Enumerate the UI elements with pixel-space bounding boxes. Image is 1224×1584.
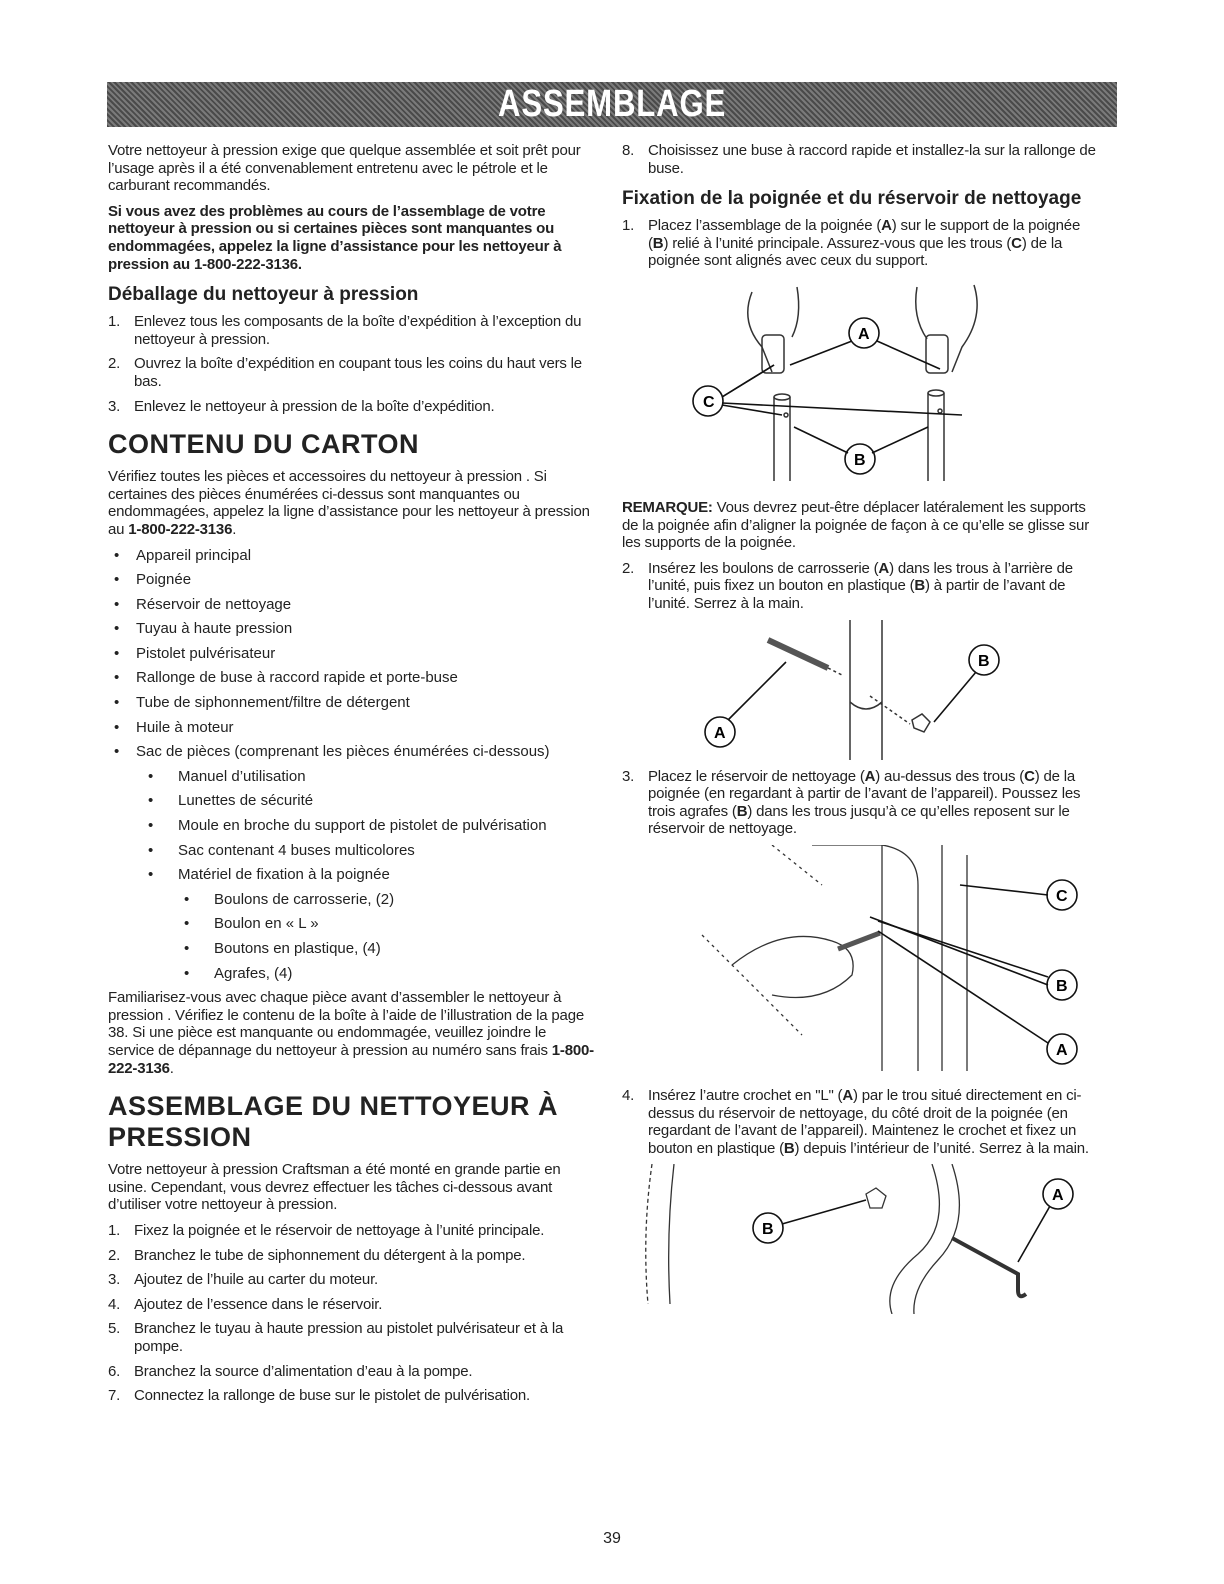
callout-a: A <box>858 325 870 343</box>
list-item: • Rallonge de buse à raccord rapide et porte-buse <box>108 669 594 687</box>
callout-b: B <box>762 1221 774 1239</box>
l-hook-illustration <box>622 1164 1098 1314</box>
tank-clips-illustration <box>622 845 1098 1079</box>
list-item: • Boulon en « L » <box>108 915 594 933</box>
assembly-step: 1. Fixez la poignée et le réservoir de nettoyage à l’unité principale. <box>108 1221 545 1239</box>
list-item: • Pistolet pulvérisateur <box>108 645 594 663</box>
contents-intro: Vérifiez toutes les pièces et accessoires du nettoyeur à pression . Si certaines des pièces énumérées ci-dessus sont manquantes ou endommagées, appelez la ligne d’assistance pour les nettoyeur à pression au 1-800-222-3136. <box>108 468 590 538</box>
banner-title: ASSEMBLAGE <box>497 83 727 125</box>
unpack-step: 3. Enlevez le nettoyeur à pression de la boîte d’expédition. <box>108 397 495 415</box>
list-item: • Moule en broche du support de pistolet de pulvérisation <box>108 817 594 835</box>
assembly-intro: Votre nettoyeur à pression Craftsman a été monté en grande partie en usine. Cependant, vous devrez effectuer les tâches ci-dessous avant d’utiliser votre nettoyeur à pression. <box>108 1161 561 1214</box>
contents-heading: CONTENU DU CARTON <box>108 429 419 460</box>
intro-paragraph: Votre nettoyeur à pression exige que quelque assemblée et soit prêt pour l’usage après il a été convenablement entretenu avec le pétrole et le carburant recommandés. <box>108 142 581 195</box>
handle-mount-illustration <box>622 277 1098 491</box>
unpack-step: 2. Ouvrez la boîte d’expédition en coupant tous les coins du haut vers le bas. <box>108 355 582 390</box>
callout-b: B <box>1056 977 1068 995</box>
page-number: 39 <box>603 1530 621 1547</box>
list-item: • Lunettes de sécurité <box>108 792 594 810</box>
step-2: 2. Insérez les boulons de carrosserie (A) dans les trous à l’arrière de l’unité, puis fixez un bouton en plastique (B) à partir de l’avant de l’unité. Serrez à la main. <box>622 559 1073 612</box>
callout-b: B <box>978 652 990 670</box>
callout-a: A <box>1052 1187 1064 1205</box>
bag-list <box>108 768 594 884</box>
handle-step-2 <box>622 560 1098 613</box>
step-3: 3. Placez le réservoir de nettoyage (A) au-dessus des trous (C) de la poignée (en regardant à partir de l’avant de l’appareil). Poussez les trois agrafes (B) dans les trous jusqu’à ce qu’elles reposent sur le réservoir de nettoyage. <box>622 767 1081 838</box>
carriage-bolt-illustration <box>622 620 1098 760</box>
list-item: • Boulons de carrosserie, (2) <box>108 891 594 909</box>
handle-heading: Fixation de la poignée et du réservoir de nettoyage <box>622 188 1082 210</box>
list-item: • Appareil principal <box>108 547 594 565</box>
nozzle-step <box>622 142 1098 177</box>
list-item: • Matériel de fixation à la poignée <box>108 866 594 884</box>
handle-step-1 <box>622 217 1098 270</box>
callout-a: A <box>714 724 726 742</box>
assembly-heading: ASSEMBLAGE DU NETTOYEUR À PRESSION <box>108 1091 559 1153</box>
assembly-step: 2. Branchez le tube de siphonnement du détergent à la pompe. <box>108 1246 526 1264</box>
hardware-list <box>108 891 594 982</box>
assembly-step: 3. Ajoutez de l’huile au carter du moteur. <box>108 1271 379 1289</box>
handle-step-4 <box>622 1087 1098 1157</box>
handle-step-3 <box>622 768 1098 838</box>
help-line-paragraph: Si vous avez des problèmes au cours de l’assemblage de votre nettoyeur à pression ou si certaines pièces sont manquantes ou endommagées, appelez la ligne d’assistance pour les nettoyeur à pression au 1-800-222-3136. <box>108 202 562 273</box>
list-item: • Réservoir de nettoyage <box>108 596 594 614</box>
list-item: • Sac contenant 4 buses multicolores <box>108 842 594 860</box>
section-banner <box>107 82 1117 127</box>
remarque-note: REMARQUE: Vous devrez peut-être déplacer latéralement les supports de la poignée afin d’aligner la poignée de façon à ce qu’elle se glisse sur les supports de la poignée. <box>622 498 1089 552</box>
callout-c: C <box>703 393 715 411</box>
step-1: 1. Placez l’assemblage de la poignée (A) sur le support de la poignée (B) relié à l’unité principale. Assurez-vous que les trous (C) de la poignée sont alignés avec ceux du support. <box>622 217 1081 270</box>
step-4: 4. Insérez l’autre crochet en "L" (A) par le trou situé directement en ci-dessus du réservoir de nettoyage, du côté droit de la poignée (en regardant de l’avant de l’appareil). Maintenez le crochet et fixez un bouton en plastique (B) depuis l’intérieur de l’unité. Serrez à la main. <box>622 1086 1089 1157</box>
unpack-steps <box>108 313 594 415</box>
familiarize-paragraph: Familiarisez-vous avec chaque pièce avant d’assembler le nettoyeur à pression . Vérifiez le contenu de la boîte à l’aide de l’illustration de la page 38. Si une pièce est manquante ou endommagée, veuillez joindre le service de dépannage du nettoyeur à pression au numéro sans frais 1-800-222-3136. <box>108 989 594 1077</box>
contents-list <box>108 547 594 761</box>
callout-a: A <box>1056 1041 1068 1059</box>
callout-b: B <box>854 451 866 469</box>
unpack-heading: Déballage du nettoyeur à pression <box>108 284 419 306</box>
list-item: • Agrafes, (4) <box>108 965 594 983</box>
list-item: • Huile à moteur <box>108 719 594 737</box>
list-item: • Boutons en plastique, (4) <box>108 940 594 958</box>
list-item: • Poignée <box>108 571 594 589</box>
step-8: 8. Choisissez une buse à raccord rapide et installez-la sur la rallonge de buse. <box>622 142 1096 177</box>
list-item: • Tube de siphonnement/filtre de détergent <box>108 694 594 712</box>
assembly-step: 5. Branchez le tuyau à haute pression au pistolet pulvérisateur et à la pompe. <box>108 1320 564 1355</box>
list-item: • Sac de pièces (comprenant les pièces énumérées ci-dessous) <box>108 743 594 761</box>
left-column <box>108 142 594 1412</box>
callout-c: C <box>1056 887 1068 905</box>
assembly-step: 6. Branchez la source d’alimentation d’eau à la pompe. <box>108 1362 473 1380</box>
list-item: • Manuel d’utilisation <box>108 768 594 786</box>
unpack-step: 1. Enlevez tous les composants de la boîte d’expédition à l’exception du nettoyeur à pression. <box>108 313 582 348</box>
phone-number: 1-800-222-3136 <box>108 1041 594 1077</box>
assembly-steps <box>108 1222 594 1405</box>
list-item: • Tuyau à haute pression <box>108 620 594 638</box>
assembly-step: 7. Connectez la rallonge de buse sur le pistolet de pulvérisation. <box>108 1387 530 1405</box>
right-column <box>622 142 1098 1322</box>
assembly-step: 4. Ajoutez de l’essence dans le réservoir. <box>108 1295 383 1313</box>
phone-number: 1-800-222-3136 <box>128 520 233 538</box>
